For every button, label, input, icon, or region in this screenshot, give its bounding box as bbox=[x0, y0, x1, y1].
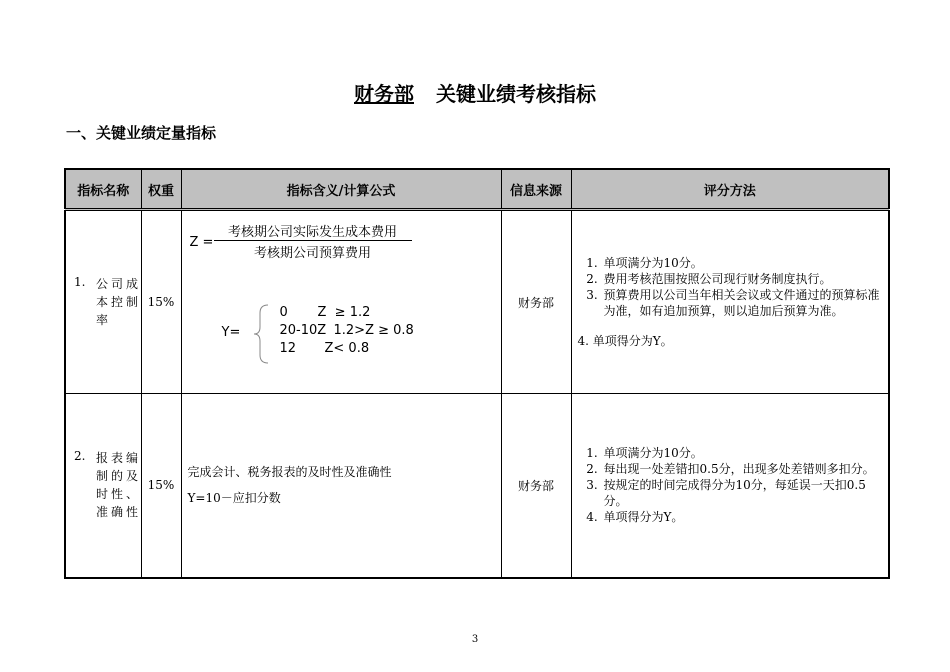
table-row bbox=[65, 394, 889, 578]
case-value-2: 20-10Z bbox=[279, 323, 327, 338]
title-department: 财务部 bbox=[354, 82, 414, 106]
kpi-table bbox=[64, 168, 890, 579]
formula-cell bbox=[181, 210, 501, 394]
fraction-numerator: 考核期公司实际发生成本费用 bbox=[227, 225, 397, 240]
y-label: Y= bbox=[221, 325, 241, 340]
fraction-denominator: 考核期公司预算费用 bbox=[253, 246, 371, 261]
source-cell: 财务部 bbox=[501, 394, 571, 578]
title-main: 关键业绩考核指标 bbox=[436, 82, 596, 106]
scoring-list bbox=[578, 255, 883, 319]
list-item: 3. 预算费用以公司当年相关会议或文件通过的预算标准为准，如有追加预算，则以追加后预算为准。 bbox=[602, 287, 883, 319]
z-label: Z = bbox=[189, 235, 214, 250]
indicator-name-cell bbox=[65, 210, 141, 394]
list-item: 4. 单项得分为Y。 bbox=[602, 509, 883, 525]
header-indicator-name: 指标名称 bbox=[65, 169, 141, 210]
fraction-bar bbox=[214, 240, 412, 241]
weight-cell: 15% bbox=[141, 394, 181, 578]
list-item: 2. 费用考核范围按照公司现行财务制度执行。 bbox=[602, 271, 883, 287]
case-value-3: 12 bbox=[279, 341, 297, 356]
source-cell: 财务部 bbox=[501, 210, 571, 394]
case-condition-1: Z ≥ 1.2 bbox=[317, 305, 371, 320]
scoring-list bbox=[578, 445, 883, 525]
scoring-cell bbox=[571, 210, 889, 394]
list-item: 2. 每出现一处差错扣0.5分，出现多处差错则多扣分。 bbox=[602, 461, 883, 477]
indicator-number: 1. bbox=[74, 275, 86, 289]
indicator-name: 报表编制的及时性、准确性 bbox=[96, 451, 138, 520]
section-heading: 一、关键业绩定量指标 bbox=[66, 124, 217, 142]
list-item: 4. 单项得分为Y。 bbox=[577, 334, 673, 348]
left-brace-icon bbox=[252, 303, 272, 365]
header-weight: 权重 bbox=[141, 169, 181, 210]
page-number: 3 bbox=[471, 634, 479, 645]
header-scoring: 评分方法 bbox=[571, 169, 889, 210]
case-condition-2: 1.2>Z ≥ 0.8 bbox=[333, 323, 414, 338]
formula-cell bbox=[181, 394, 501, 578]
indicator-name: 公司成本控制率 bbox=[96, 277, 138, 327]
formula-line: Y=10－应扣分数 bbox=[187, 491, 281, 506]
formula-line: 完成会计、税务报表的及时性及准确性 bbox=[187, 465, 392, 480]
indicator-name-cell bbox=[65, 394, 141, 578]
page-title bbox=[0, 78, 950, 107]
case-condition-3: Z< 0.8 bbox=[324, 341, 370, 356]
indicator-number: 2. bbox=[74, 449, 86, 464]
list-item: 1. 单项满分为10分。 bbox=[602, 255, 883, 271]
header-source: 信息来源 bbox=[501, 169, 571, 210]
list-item: 3. 按规定的时间完成得分为10分，每延误一天扣0.5分。 bbox=[602, 477, 883, 509]
header-formula: 指标含义/计算公式 bbox=[181, 169, 501, 210]
table-header-row bbox=[65, 169, 889, 210]
scoring-cell bbox=[571, 394, 889, 578]
weight-cell: 15% bbox=[141, 210, 181, 394]
table-row bbox=[65, 210, 889, 394]
list-item: 1. 单项满分为10分。 bbox=[602, 445, 883, 461]
formula bbox=[182, 211, 501, 393]
case-value-1: 0 bbox=[279, 305, 288, 320]
